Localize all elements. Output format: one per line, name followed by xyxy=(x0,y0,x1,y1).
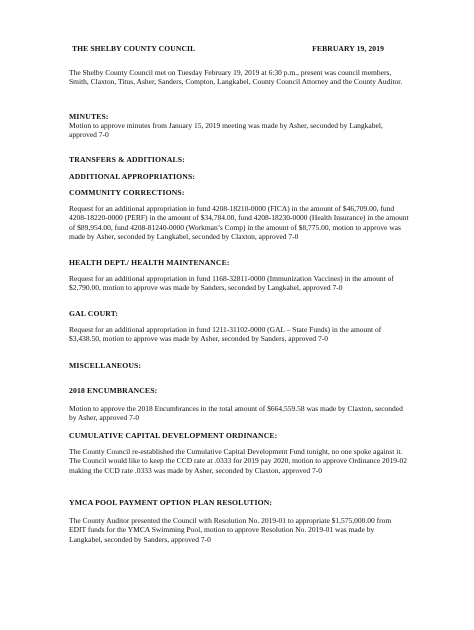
ccd-heading: CUMULATIVE CAPITAL DEVELOPMENT ORDINANCE: xyxy=(69,431,278,440)
appropriations-heading: ADDITIONAL APPROPRIATIONS: xyxy=(69,172,196,181)
meeting-date: FEBRUARY 19, 2019 xyxy=(312,44,384,53)
council-title: THE SHELBY COUNTY COUNCIL xyxy=(72,44,196,53)
encumbrances-text: Motion to approve the 2018 Encumbrances in the total amount of $664,559.58 was made by Claxton, seconded by Asher, approved 7-0 xyxy=(69,404,403,423)
gal-court-heading: GAL COURT: xyxy=(69,309,119,318)
community-corrections-heading: COMMUNITY CORRECTIONS: xyxy=(69,188,185,197)
minutes-text: Motion to approve minutes from January 15, 2019 meeting was made by Asher, seconded by Langkabel, approved 7-0 xyxy=(69,121,383,140)
ymca-heading: YMCA POOL PAYMENT OPTION PLAN RESOLUTION: xyxy=(69,498,273,507)
community-corrections-text: Request for an additional appropriation in fund 4208-18210-0000 (FICA) in the amount of $46,709.00, fund 4208-18220-0000 (PERF) in the amount of $34,784.00, fund 4208-18230-0000 (Health Insurance) in the amount of $89,954.00, fund 4208-81240-0000 (Workman’s Comp) in the amount of $8,775.00, motion to approve was made by Asher, seconded by Langkabel, seconded by Claxton, approved 7-0 xyxy=(69,204,409,242)
miscellaneous-heading: MISCELLANEOUS: xyxy=(69,361,142,370)
minutes-heading: MINUTES: xyxy=(69,112,109,121)
gal-court-text: Request for an additional appropriation in fund 1211-31102-0000 (GAL – State Funds) in the amount of $3,438.50, motion to approve was made by Asher, seconded by Sanders, approved 7-0 xyxy=(69,325,382,344)
ymca-text: The County Auditor presented the Council with Resolution No. 2019-01 to appropriate $1,575,000.00 from EDIT funds for the YMCA Swimming Pool, motion to approve Resolution No. 2019-01 was made by Langkabel, seconded by Sanders, approved 7-0 xyxy=(69,516,392,544)
health-dept-heading: HEALTH DEPT./ HEALTH MAINTENANCE: xyxy=(69,258,230,267)
health-dept-text: Request for an additional appropriation in fund 1168-32811-0000 (Immunization Vaccines) in the amount of $2,790.00, motion to approve was made by Sanders, seconded by Langkabel, approved 7-0 xyxy=(69,274,394,293)
encumbrances-heading: 2018 ENCUMBRANCES: xyxy=(69,386,158,395)
intro-paragraph: The Shelby County Council met on Tuesday February 19, 2019 at 6:30 p.m., present was council members, Smith, Claxton, Titus, Asher, Sanders, Compton, Langkabel, County Council Attorney and the County Auditor. xyxy=(69,68,403,87)
ccd-text: The County Council re-established the Cumulative Capital Development Fund tonight, no one spoke against it. The Council would like to keep the CCD rate at .0333 for 2019 pay 2020, motion to approve Ordinance 2019-02 making the CCD rate .0333 was made by Asher, seconded by Claxton, approved 7-0 xyxy=(69,447,408,475)
transfers-heading: TRANSFERS & ADDITIONALS: xyxy=(69,155,185,164)
